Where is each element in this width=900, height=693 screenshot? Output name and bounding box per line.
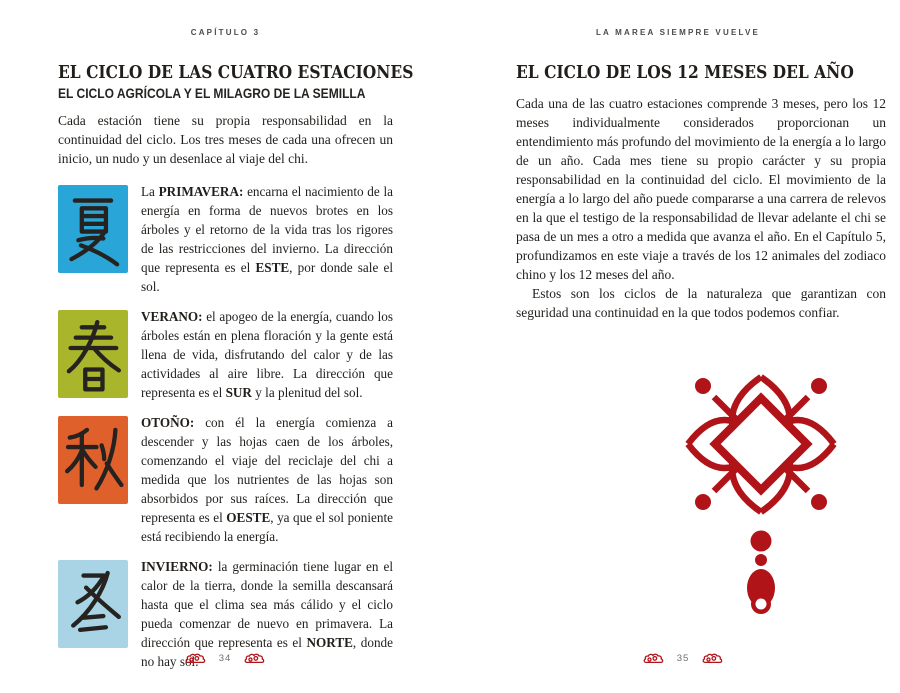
right-page-paragraph-1: Cada una de las cuatro estaciones comprende 3 meses, pero los 12 meses individualmente considerados proporcionan un entendimiento más profundo del movimiento de la energía a lo largo de un año. Cada mes tiene su propio carácter y su propia responsabilidad en la continuidad del ciclo. El movimiento de la energía a lo largo del año puede compararse a una carrera de relevos en la que el testigo de la responsabilidad de llevar adelante el chi se pasa de un mes a otro a medida que avanza el año. En el Capítulo 5, profundizamos en este viaje a través de los 12 animales del zodiaco chino y los 12 meses del año. xyxy=(516,95,886,282)
left-page-subtitle: EL CICLO AGRÍCOLA Y EL MILAGRO DE LA SEMILLA xyxy=(58,84,366,101)
left-page-title: EL CICLO DE LAS CUATRO ESTACIONES xyxy=(58,62,414,83)
right-page-paragraph-2: Estos son los ciclos de la naturaleza que garantizan con seguridad una continuidad en la que todos podemos confiar. xyxy=(516,285,886,320)
season-text-otono: OTOÑO: con él la energía comienza a descender y las hojas caen de los árboles, comenzando el viaje del reciclaje del chi a medida que los nutrientes de las hojas son absorbidos por sus raíces. La dirección que representa es el OESTE, ya que el sol poniente está recibiendo la energía. xyxy=(141,415,393,545)
cloud-ornament-icon xyxy=(702,652,723,665)
cloud-ornament-icon xyxy=(643,652,664,665)
kanji-brush-icon xyxy=(62,564,124,644)
summer-kanji-tile xyxy=(58,310,128,398)
left-running-head: CAPÍTULO 3 xyxy=(190,28,261,37)
cloud-ornament-icon xyxy=(185,652,206,665)
season-row-verano xyxy=(58,310,393,402)
season-row-primavera xyxy=(58,185,393,296)
season-list xyxy=(58,185,393,671)
left-page-footer xyxy=(0,652,450,665)
right-page-footer xyxy=(458,652,900,665)
kanji-brush-icon xyxy=(62,314,124,394)
right-page xyxy=(450,0,900,693)
season-text-verano: VERANO: el apogeo de la energía, cuando los árboles están en plena floración y la gente está llena de vida, disfrutando del calor y de las actividades al aire libre. La dirección que representa es el SUR y la plenitud del sol. xyxy=(141,309,393,401)
right-page-title: EL CICLO DE LOS 12 MESES DEL AÑO xyxy=(516,62,854,83)
winter-kanji-tile xyxy=(58,560,128,648)
right-page-number: 35 xyxy=(676,653,690,664)
season-text-invierno: INVIERNO: la germinación tiene lugar en el calor de la tierra, donde la semilla descansará hasta que el clima sea más cálido y el ciclo pueda comenzar de nuevo en primavera. La dirección que representa es el NORTE, donde no hay sol. xyxy=(141,559,393,670)
season-row-otono xyxy=(58,416,393,546)
kanji-brush-icon xyxy=(62,189,124,269)
spring-kanji-tile xyxy=(58,185,128,273)
kanji-brush-icon xyxy=(62,420,124,500)
left-page-intro: Cada estación tiene su propia responsabilidad en la continuidad del ciclo. Los tres meses de cada una ofrecen un inicio, un nudo y un desenlace al viaje del chi. xyxy=(58,113,393,167)
cloud-ornament-icon xyxy=(244,652,265,665)
left-page-number: 34 xyxy=(218,653,232,664)
lotus-knot-ornament-icon xyxy=(646,372,866,622)
right-running-head: LA MAREA SIEMPRE VUELVE xyxy=(595,28,761,37)
autumn-kanji-tile xyxy=(58,416,128,504)
season-text-primavera: La PRIMAVERA: encarna el nacimiento de la energía en forma de nuevos brotes en los árboles y el retorno de la vida tras los rigores de las restricciones del invierno. La dirección que representa es el ESTE, por donde sale el sol. xyxy=(141,184,393,295)
